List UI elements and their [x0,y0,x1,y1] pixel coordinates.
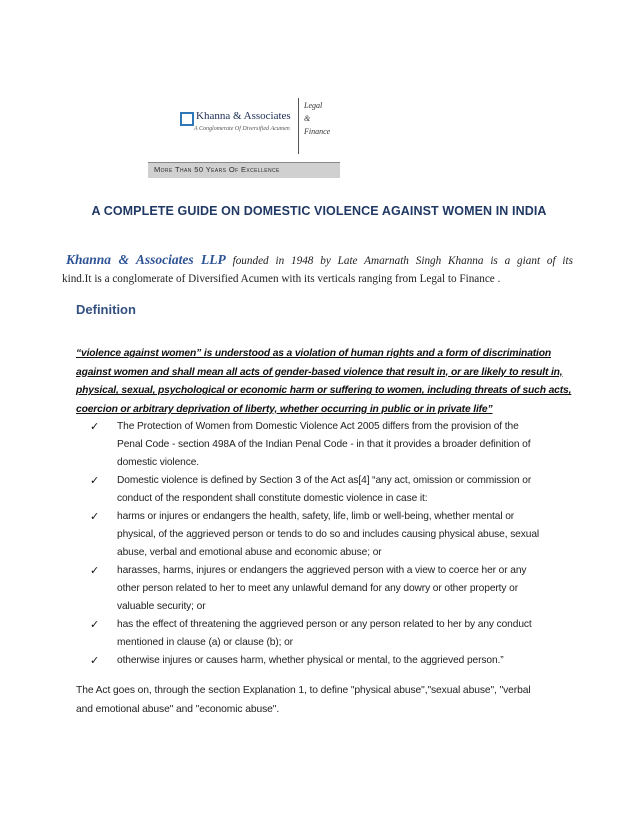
closing-paragraph [76,681,566,719]
bullet-line: abuse, verbal and emotional abuse and economic abuse; or [117,547,382,558]
checkmark-icon: ✓ [90,564,100,577]
logo-vertical-legal: Legal [304,101,323,110]
bullet-line: Penal Code - section 498A of the Indian Penal Code - in that it provides a broader definition of [117,439,531,450]
bullet-line: mentioned in clause (a) or clause (b); or [117,637,293,648]
intro-text-1: founded in 1948 by Late Amarnath Singh Khanna is a giant of its [232,255,573,267]
bullet-item [90,562,560,616]
bullet-line: domestic violence. [117,457,200,468]
bullet-line: other person related to her to meet any unlawful demand for any dowry or other property or [117,583,518,594]
bullet-line: harms or injures or endangers the health, safety, life, limb or well-being, whether mental or [117,511,515,522]
closing-line: and emotional abuse" and "economic abuse". [76,704,280,715]
bullet-item [90,652,560,670]
logo-tagline-band [148,162,340,178]
bullet-line: conduct of the respondent shall constitute domestic violence in case it: [117,493,428,504]
logo-verticals [304,99,340,138]
bullet-item [90,508,560,562]
logo-firm-name: Khanna & Associates [196,110,291,122]
definition-quote [76,345,576,419]
bullet-line: valuable security; or [117,601,206,612]
firm-name: Khanna & Associates LLP [66,252,226,267]
bullet-line: physical, of the aggrieved person or tends to do so and includes causing physical abuse, sexual [117,529,540,540]
bullet-item [90,418,560,472]
definition-bullet-list [90,418,560,670]
definition-heading: Definition [76,302,136,317]
document-title: A COMPLETE GUIDE ON DOMESTIC VIOLENCE AGAINST WOMEN IN INDIA [91,204,547,218]
quote-line: against women and shall mean all acts of gender-based violence that result in, or are likely to result in, [76,366,563,378]
bullet-item [90,472,560,508]
checkmark-icon: ✓ [90,420,100,433]
bullet-line: Domestic violence is defined by Section 3 of the Act as[4] “any act, omission or commission or [117,475,532,486]
company-logo [148,96,340,178]
quote-line: “violence against women” is understood as a violation of human rights and a form of discrimination [76,348,552,359]
bullet-item [90,616,560,652]
bullet-line: The Protection of Women from Domestic Violence Act 2005 differs from the provision of the [117,421,519,432]
intro-paragraph [62,251,573,288]
closing-line: The Act goes on, through the section Explanation 1, to define "physical abuse","sexual abuse", "verbal [76,685,531,696]
logo-divider [298,98,299,154]
bullet-line: otherwise injures or causes harm, whether physical or mental, to the aggrieved person.” [117,655,504,666]
bullet-line: has the effect of threatening the aggrieved person or any person related to her by any conduct [117,619,532,630]
quote-line: coercion or arbitrary deprivation of liberty, whether occurring in public or in private life” [76,403,493,415]
logo-vertical-finance: Finance [304,127,331,136]
checkmark-icon: ✓ [90,618,100,631]
logo-tagline: More Than 50 Years Of Excellence [154,165,280,174]
intro-line-1 [66,251,573,270]
logo-vertical-amp: & [304,114,311,123]
quote-line: physical, sexual, psychological or economic harm or suffering to women, including threats of such acts, [76,385,572,397]
intro-line-2: kind.It is a conglomerate of Diversified Acumen with its verticals ranging from Legal to Finance . [62,273,501,285]
checkmark-icon: ✓ [90,654,100,667]
logo-subtitle: A Conglomerate Of Diversified Acumen [194,126,290,132]
checkmark-icon: ✓ [90,510,100,523]
bullet-line: harasses, harms, injures or endangers the aggrieved person with a view to coerce her or any [117,565,527,576]
square-logo-icon [180,112,194,126]
checkmark-icon: ✓ [90,474,100,487]
